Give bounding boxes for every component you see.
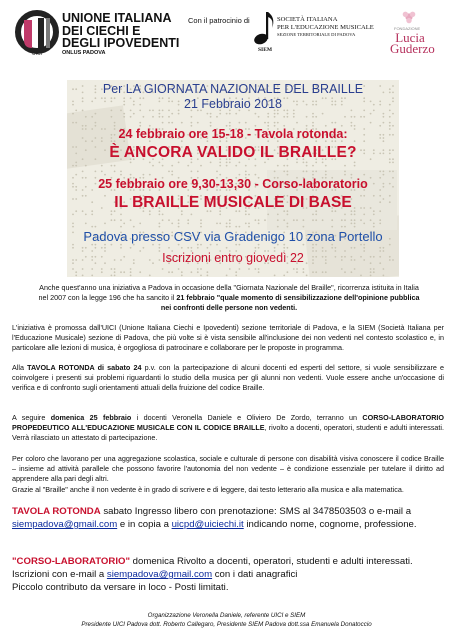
corso-text-b: con i dati anagrafici: [212, 569, 298, 580]
paragraph-braille: Grazie al "Braille" anche il non vedente è in grado di scrivere e di leggere, dai testo letterario alla musica e alla matematica.: [12, 485, 404, 494]
p2-bold: TAVOLA ROTONDA di sabato 24: [27, 363, 142, 372]
uici-logo-icon: [14, 10, 60, 56]
p3-text-c: , rivolto a docenti, operatori, studenti e adulti interessati. Verrà rilasciato un attestato di partecipazione.: [12, 423, 445, 443]
tavola-info: [12, 505, 452, 531]
p2-text-a: Alla: [12, 363, 28, 372]
event-day-date: 21 Febbraio 2018: [184, 97, 282, 111]
paragraph-tavola: [12, 363, 444, 394]
org-name-line4: ONLUS PADOVA: [62, 49, 106, 56]
corso-title: IL BRAILLE MUSICALE DI BASE: [114, 194, 352, 211]
siem-line2: PER L'EDUCAZIONE MUSICALE: [277, 23, 374, 31]
email-link-uici[interactable]: uicpd@uiciechi.it: [171, 519, 244, 530]
siem-line3: SEZIONE TERRITORIALE DI PADOVA: [277, 32, 356, 38]
foundation-logo: [378, 12, 438, 58]
p2-text-b: p.v. con la partecipazione di alcuni docenti ed esperti del settore, si vuole sensibilizzare e coinvolgere i presenti sui problemi riguardanti lo studio della musica per gli alunni non vedenti. Vuole essere anche un'occasione di verifica e di confronto sugli orientamenti attuali della fruizione del codice Braille.: [12, 363, 445, 393]
footer: [0, 611, 453, 629]
tavola-question: È ANCORA VALIDO IL BRAILLE?: [109, 144, 357, 161]
org-name-line1: UNIONE ITALIANA: [62, 11, 172, 25]
p3-bold-date: domenica 25 febbraio: [50, 413, 132, 422]
org-name-line3: DEGLI IPOVEDENTI: [62, 36, 180, 50]
tavola-time: 24 febbraio ore 15-18 - Tavola rotonda:: [118, 127, 348, 141]
tavola-text-c: indicando nome, cognome, professione.: [243, 519, 417, 530]
intro-paragraph: [34, 283, 424, 314]
corso-label: "CORSO-LABORATORIO": [12, 556, 131, 567]
paragraph-corso: [12, 413, 444, 444]
header: [0, 0, 453, 78]
siem-name: [277, 16, 374, 39]
corso-time: 25 febbraio ore 9,30-13,30 - Corso-laboratorio: [98, 177, 368, 191]
event-banner: [67, 80, 399, 277]
uici-logo-letters: UICI: [32, 51, 42, 56]
corso-text-a: domenica Rivolto a docenti, operatori, studenti e adulti interessati. Iscrizioni con e-mail a: [12, 556, 413, 580]
email-link-corso[interactable]: siempadova@gmail.com: [106, 569, 213, 580]
siem-abbreviation: SIEM: [258, 47, 273, 53]
email-link-siem[interactable]: siempadova@gmail.com: [12, 519, 118, 530]
p3-text-b: i docenti Veronella Daniele e Oliviero De Zordo, terranno un: [131, 413, 363, 422]
corso-text-c: Piccolo contributo da versare in loco - Posti limitati.: [12, 582, 229, 593]
tavola-text-b: e in copia a: [117, 519, 172, 530]
event-place: Padova presso CSV via Gradenigo 10 zona Portello: [83, 229, 383, 244]
siem-note-icon: [252, 8, 278, 50]
intro-text: Anche quest'anno una iniziativa a Padova in occasione della "Giornata Nazionale del Braille", ricorrenza istituita in Italia nel 2007 con la legge 196 che ha sancito il: [38, 283, 419, 303]
tavola-text-a: sabato Ingresso libero con prenotazione: SMS al 3478503503 o e-mail a: [100, 506, 412, 517]
footer-line2: Presidente UICI Padova dott. Roberto Callegaro, Presidente SIEM Padova dott.ssa Emanuela Donatoccio: [81, 621, 372, 628]
foundation-name2: Guderzo: [390, 41, 435, 56]
org-name: [62, 12, 179, 57]
footer-line1: Organizzazione Veronella Daniele, referente UICI e SIEM: [147, 612, 306, 619]
event-day-title: Per LA GIORNATA NAZIONALE DEL BRAILLE: [102, 82, 364, 96]
foundation-name1: Lucia: [395, 30, 425, 45]
intro-bold-text: 21 febbraio "quale momento di sensibilizzazione dell'opinione pubblica nei confronti delle persone non vedenti.: [160, 293, 420, 313]
flower-icon: [400, 8, 418, 26]
tavola-label: TAVOLA ROTONDA: [12, 506, 101, 517]
corso-info: [12, 555, 452, 594]
org-name-line2: DEI CIECHI E: [62, 23, 141, 38]
paragraph-inclusion: Per coloro che lavorano per una aggregazione scolastica, sociale e culturale di persone con disabilità visiva conoscere il codice Braille – insieme ad attività parallele che possono favorire l'autonomia del non vedente – è condizione essenziale per tutelare il diritto ad apprendere alla pari degli altri.: [12, 454, 444, 484]
patronage-text: Con il patrocinio di: [188, 16, 250, 25]
p3-text-a: A seguire: [12, 413, 51, 422]
siem-line1: SOCIETÀ ITALIANA: [277, 16, 338, 23]
p3-bold-title: CORSO-LABORATORIO PROPEDEUTICO ALL'EDUCAZIONE MUSICALE CON IL CODICE BRAILLE: [12, 413, 444, 433]
foundation-name: [390, 30, 435, 56]
paragraph-promoters: L'iniziativa è promossa dall'UICI (Unione Italiana Ciechi e Ipovedenti) sezione territoriale di Padova, e la SIEM (Società Italiana per l'Educazione Musicale) sezione di Padova, che più volte si è vista sensibile all'inclusione dei non vedenti nel contesto scolastico e, in particolare alle lezioni di musica, è orgogliosa di patrocinare e collaborare per le proposte in programma.: [12, 323, 444, 353]
registration-deadline: Iscrizioni entro giovedì 22: [162, 251, 304, 265]
foundation-label: FONDAZIONE: [394, 26, 421, 31]
